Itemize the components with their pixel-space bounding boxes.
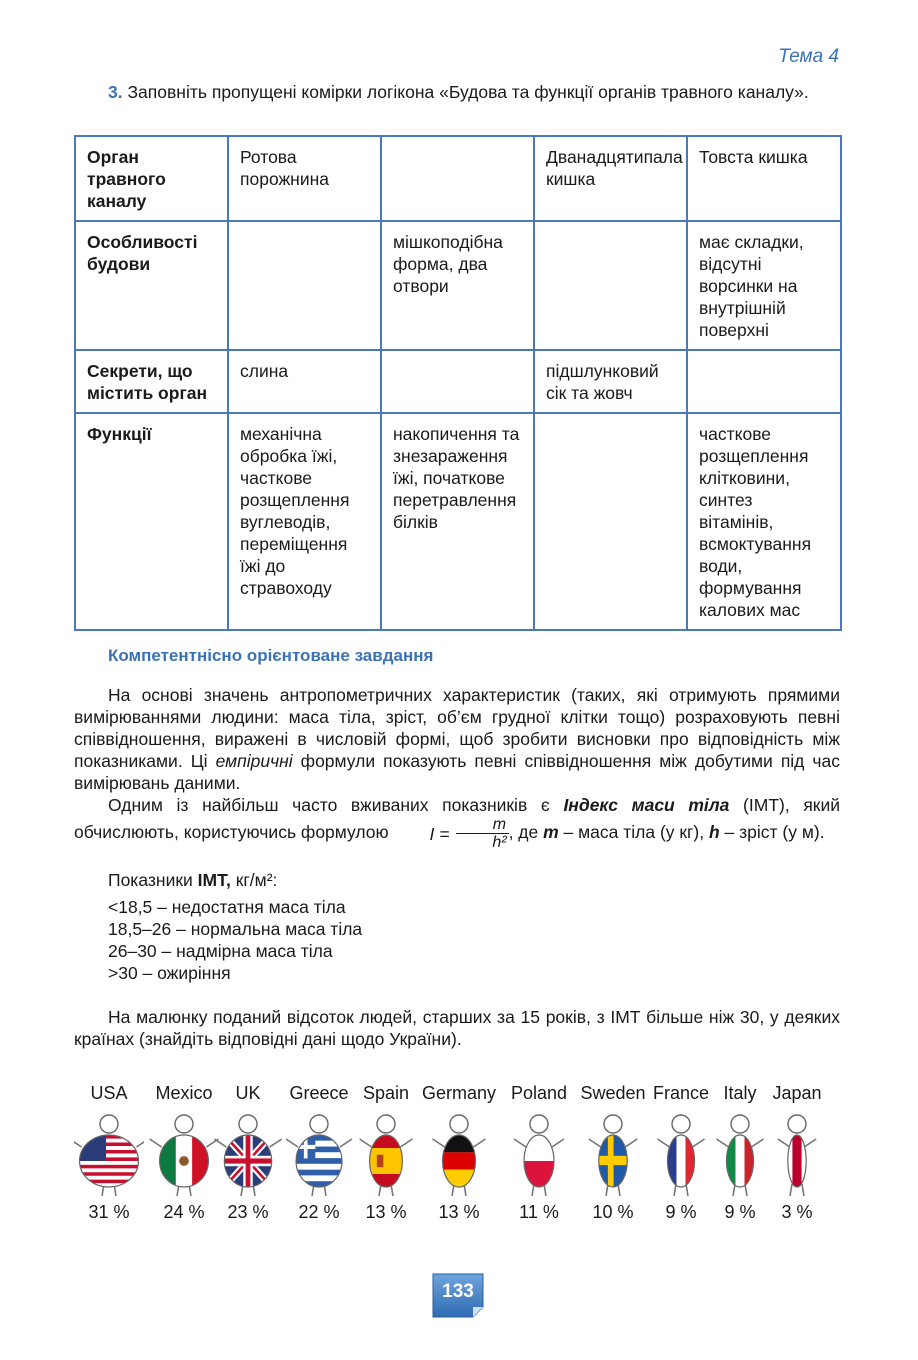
table-row [75, 413, 841, 630]
table-row [75, 350, 841, 413]
country-name: Italy [723, 1083, 757, 1103]
bmi-range-item: >30 – ожиріння [108, 963, 231, 983]
table-cell [381, 136, 534, 221]
obesity-by-country-figure [70, 1082, 840, 1232]
country-uk [208, 1082, 288, 1223]
table-row [75, 136, 841, 221]
country-germany [419, 1082, 499, 1223]
country-name: UK [235, 1083, 261, 1103]
paragraph1-text-b: формули показують певні співвідношення між добутими під час вимірювань даними. [74, 751, 841, 793]
country-spain [346, 1082, 426, 1223]
country-japan [757, 1082, 837, 1223]
bmi-indicators-heading [108, 870, 277, 891]
task-text: Заповніть пропущені комірки логікона «Будова та функції органів травного каналу». [127, 82, 809, 102]
table-cell: накопичення та знезараження їжі, початкове перетравлення білків [381, 413, 534, 630]
bmi-range-item: 26–30 – надмірна маса тіла [108, 941, 333, 961]
table-cell [381, 350, 534, 413]
country-percent: 24 % [163, 1202, 205, 1222]
table-cell [534, 221, 687, 350]
country-poland [499, 1082, 579, 1223]
obesity-figure-icon [213, 1110, 283, 1198]
formula-fraction [456, 816, 508, 851]
logicon-table [74, 135, 842, 631]
table-cell: Дванадцятипала кишка [534, 136, 687, 221]
country-percent: 9 % [724, 1202, 756, 1222]
row-header-cell: Особливості будови [75, 221, 228, 350]
formula-denominator: h² [492, 834, 507, 851]
paragraph-figure-intro: На малюнку поданий відсоток людей, старших за 15 років, з ІМТ більше ніж 30, у деяких країнах (знайдіть відповідні дані щодо України). [74, 1007, 840, 1049]
obesity-figure-icon [74, 1110, 144, 1198]
country-name: Greece [289, 1083, 349, 1103]
row-header-cell: Секрети, що містить орган [75, 350, 228, 413]
obesity-figure-icon [578, 1110, 648, 1198]
paragraph1-text-a: На основі значень антропометричних характеристик (таких, які отримують прямими вимірюваннями людини: маса тіла, зріст, об’єм грудної клітки тощо) розраховують певні співвідношення, виражені в числовій формі, щоб зробити висновки про відповідність між показниками. Ці [74, 685, 840, 771]
table-cell: підшлунковий сік та жовч [534, 350, 687, 413]
bmi-range-item: 18,5–26 – нормальна маса тіла [108, 919, 363, 939]
paragraph2-text-a: Одним із найбільш часто вживаних показників є [108, 795, 564, 815]
page-number: 133 [442, 1281, 474, 1302]
country-percent: 31 % [88, 1202, 130, 1222]
table-cell: має складки, відсутні ворсинки на внутрішній поверхні [687, 221, 841, 350]
bmi-term: Індекс маси тіла [563, 795, 730, 815]
table-cell: часткове розщеплення клітковини, синтез вітамінів, всмоктування води, формування калових мас [687, 413, 841, 630]
page-number-badge [430, 1271, 486, 1319]
country-percent: 23 % [227, 1202, 269, 1222]
table-cell [534, 413, 687, 630]
obesity-figure-icon [351, 1110, 421, 1198]
row-header-cell: Функції [75, 413, 228, 630]
bmi-ranges-list [108, 896, 362, 984]
country-percent: 11 % [519, 1202, 559, 1222]
table-cell: мішкоподібна форма, два отвори [381, 221, 534, 350]
country-percent: 3 % [781, 1202, 813, 1222]
table-cell [687, 350, 841, 413]
bmi-label: Показники [108, 870, 198, 890]
var-h: h [708, 822, 720, 843]
table-cell: Ротова порожнина [228, 136, 381, 221]
bmi-formula [396, 823, 450, 845]
country-name: Sweden [580, 1083, 646, 1103]
m-description: – маса тіла (у кг), [558, 822, 709, 843]
row-header-cell: Орган травного каналу [75, 136, 228, 221]
table-cell: механічна обробка їжі, часткове розщеплення вуглеводів, переміщення їжі до стравоходу [228, 413, 381, 630]
formula-lhs: I = [429, 823, 450, 844]
task-number: 3. [108, 82, 123, 102]
country-name: France [652, 1083, 710, 1103]
var-m: m [543, 822, 559, 843]
table-cell [228, 221, 381, 350]
country-percent: 9 % [665, 1202, 697, 1222]
table-row [75, 221, 841, 350]
obesity-figure-icon [504, 1110, 574, 1198]
country-usa [69, 1082, 149, 1223]
country-name: Spain [362, 1083, 410, 1103]
table-cell: Товста кишка [687, 136, 841, 221]
country-name: Germany [421, 1083, 497, 1103]
formula-numerator: m [456, 816, 508, 834]
country-percent: 10 % [592, 1202, 634, 1222]
country-name: Poland [510, 1083, 568, 1103]
h-description: – зріст (у м). [719, 822, 825, 843]
country-name: USA [90, 1083, 128, 1103]
section-title: Компетентнісно орієнтоване завдання [108, 646, 434, 665]
paragraph1-emphasis: емпіричні [215, 751, 293, 771]
country-percent: 22 % [298, 1202, 340, 1222]
obesity-figure-icon [424, 1110, 494, 1198]
table-cell: слина [228, 350, 381, 413]
obesity-figure-icon [762, 1110, 832, 1198]
country-percent: 13 % [365, 1202, 407, 1222]
paragraph2-sep: , де [508, 822, 544, 843]
country-percent: 13 % [438, 1202, 480, 1222]
paragraph2-text-b: (ІМТ), який обчислюють, користуючись формулою [74, 795, 841, 843]
paragraph-anthropometry [74, 684, 840, 794]
bmi-unit: кг/м²: [230, 870, 278, 890]
bmi-label-bold: ІМТ, [197, 870, 231, 890]
paragraph-bmi-formula [74, 794, 840, 851]
task-statement [74, 81, 840, 103]
running-header-theme: Тема 4 [778, 46, 839, 67]
bmi-range-item: <18,5 – недостатня маса тіла [108, 897, 346, 917]
country-name: Mexico [155, 1083, 213, 1103]
obesity-figure-icon [284, 1110, 354, 1198]
country-name: Japan [772, 1083, 822, 1103]
